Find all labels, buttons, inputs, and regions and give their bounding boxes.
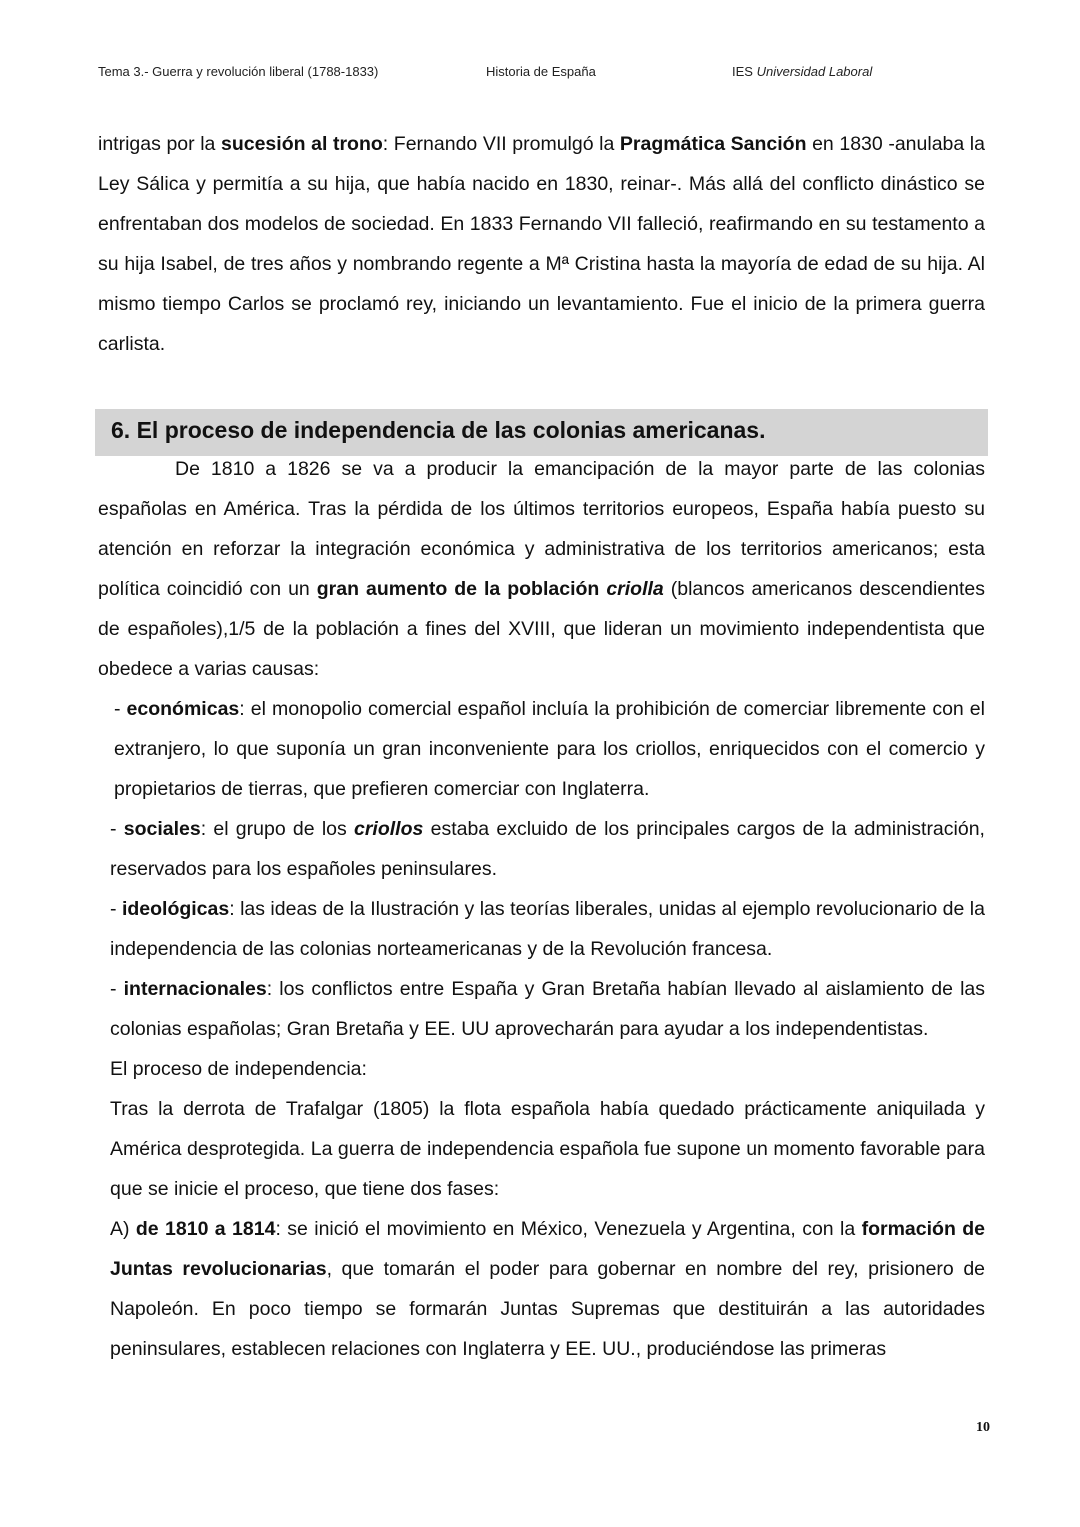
intro-paragraph (98, 124, 985, 364)
intro-text-1: intrigas por la (98, 133, 221, 155)
cause-internacionales (98, 969, 985, 1049)
cause-sociales (98, 809, 985, 889)
cause-label: internacionales (123, 978, 267, 1000)
page-header (0, 64, 1080, 84)
cause-prefix: - (110, 818, 124, 840)
p1-bold-italic-1: criolla (606, 578, 664, 600)
header-topic: Tema 3.- Guerra y revolución liberal (1788-1833) (98, 64, 379, 79)
cause-ideologicas (98, 889, 985, 969)
phase-text-2: , que tomarán el poder para gobernar en nombre del rey, prisionero de Napoleón. En poco tiempo se formarán Juntas Supremas que destituirán a las autoridades peninsulares, establecen relaciones con Inglaterra y EE. UU., produciéndose las primeras (110, 1258, 986, 1360)
cause-prefix: - (110, 978, 124, 1000)
header-school (732, 64, 872, 79)
intro-text-2: : Fernando VII promulgó la (382, 133, 620, 155)
intro-text-3: en 1830 -anulaba la Ley Sálica y permitía a su hija, que había nacido en 1830, reinar-. Más allá del conflicto dinástico se enfrentaban dos modelos de sociedad. En 1833 Fernando VII falleció, reafirmando en su testamento a su hija Isabel, de tres años y nombrando regente a Mª Cristina hasta la mayoría de edad de su hija. Al mismo tiempo Carlos se proclamó rey, iniciando un levantamiento. Fue el inicio de la primera guerra carlista. (98, 133, 985, 355)
process-title: El proceso de independencia: (110, 1058, 367, 1080)
section-heading: 6. El proceso de independencia de las colonias americanas. (111, 417, 766, 443)
process-paragraph: Tras la derrota de Trafalgar (1805) la flota española había quedado prácticamente aniquilada y América desprotegida. La guerra de independencia española fue supone un momento favorable para que se inicie el proceso, que tiene dos fases: (110, 1098, 985, 1200)
cause-label: sociales (123, 818, 201, 840)
header-school-prefix: IES (732, 64, 757, 79)
cause-text: : el monopolio comercial español incluía la prohibición de comerciar libremente con el extranjero, lo que suponía un gran inconveniente para los criollos, enriquecidos con el comercio y propietarios de tierras, que prefieren comerciar con Inglaterra. (114, 698, 985, 800)
p1-bold-1: gran aumento de la población (316, 578, 607, 600)
cause-text: : los conflictos entre España y Gran Bretaña habían llevado al aislamiento de las colonias españolas; Gran Bretaña y EE. UU aprovecharán para ayudar a los independentistas. (110, 978, 985, 1040)
cause-label: económicas (126, 698, 240, 720)
header-subject: Historia de España (486, 64, 596, 79)
page-number: 10 (976, 1420, 990, 1435)
cause-label: ideológicas (121, 898, 230, 920)
intro-bold-2: Pragmática Sanción (619, 133, 807, 155)
phase-bold-1: de 1810 a 1814 (135, 1218, 276, 1240)
phase-bold-2: formación de Juntas revolucionarias (110, 1218, 986, 1280)
cause-bold-italic: criollos (354, 818, 424, 840)
cause-text: : las ideas de la Ilustración y las teorías liberales, unidas al ejemplo revolucionario de la independencia de las colonias norteamericanas y de la Revolución francesa. (110, 898, 985, 960)
p1-text-2: (blancos americanos descendientes de españoles),1/5 de la población a fines del XVIII, que lideran un movimiento independentista que obedece a varias causas: (98, 578, 985, 680)
cause-text: estaba excluido de los principales cargos de la administración, reservados para los españoles peninsulares. (110, 818, 985, 880)
intro-bold-1: sucesión al trono (220, 133, 383, 155)
phase-text-1: : se inició el movimiento en México, Venezuela y Argentina, con la (275, 1218, 862, 1240)
cause-text: : el grupo de los (200, 818, 354, 840)
phase-prefix: A) (110, 1218, 136, 1240)
cause-prefix: - (110, 898, 122, 920)
section-body (98, 449, 985, 1369)
p1-text-1: De 1810 a 1826 se va a producir la emancipación de la mayor parte de las colonias españolas en América. Tras la pérdida de los últimos territorios europeos, España había puesto su atención en reforzar la integración económica y administrativa de los territorios americanos; esta política coincidió con un (98, 458, 985, 600)
section-paragraph-1 (98, 449, 985, 689)
cause-prefix: - (114, 698, 127, 720)
cause-economicas (98, 689, 985, 809)
phase-a-paragraph (98, 1209, 985, 1369)
header-school-name: Universidad Laboral (756, 64, 873, 79)
